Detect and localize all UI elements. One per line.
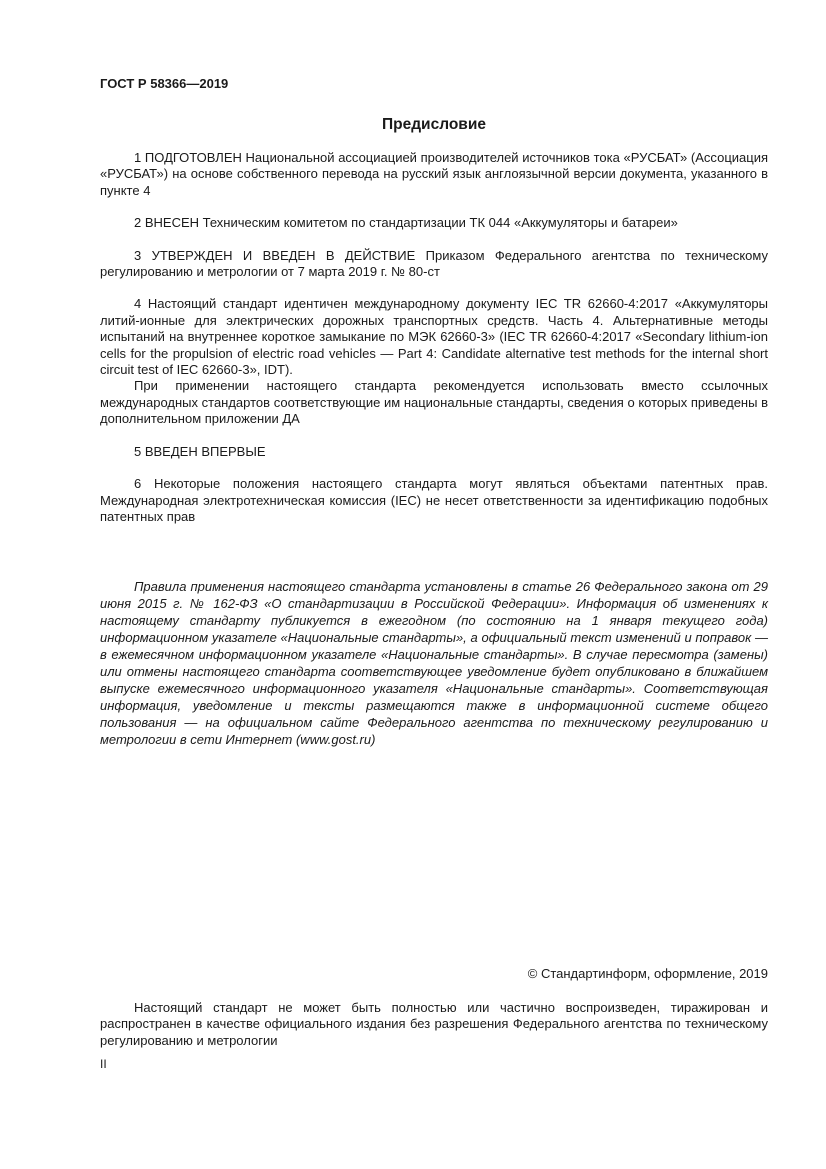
paragraph-approved: 3 УТВЕРЖДЕН И ВВЕДЕН В ДЕЙСТВИЕ Приказом Федерального агентства по техническому регулированию и метрологии от 7 марта 2019 г. № 80-ст [100, 247, 768, 280]
reproduction-notice-text: Настоящий стандарт не может быть полностью или частично воспроизведен, тиражирован и распространен в качестве официального издания без разрешения Федерального агентства по техническому регулированию и метрологии [100, 1000, 768, 1048]
foreword-body [100, 150, 768, 525]
paragraph-prepared-by: 1 ПОДГОТОВЛЕН Национальной ассоциацией производителей источников тока «РУСБАТ» (Ассоциация «РУСБАТ») на основе собственного перевода на русский язык англоязычной версии документа, указанного в пункте 4 [100, 150, 768, 198]
rules-note-text: Правила применения настоящего стандарта установлены в статье 26 Федерального закона от 29 июня 2015 г. № 162-ФЗ «О стандартизации в Российской Федерации». Информация об изменениях к настоящему стандарту публикуется в ежегодном (по состоянию на 1 января текущего года) информационном указателе «Национальные стандарты», а официальный текст изменений и поправок — в ежемесячном информационном указателе «Национальные стандарты». В случае пересмотра (замены) или отмены настоящего стандарта соответствующее уведомление будет опубликовано в ближайшем выпуске ежемесячного информационного указателя «Национальные стандарты». Соответствующая информация, уведомление и тексты размещаются также в информационной системе общего пользования — на официальном сайте Федерального агентства по техническому регулированию и метрологии в сети Интернет (www.gost.ru) [100, 579, 768, 747]
copyright-line: © Стандартинформ, оформление, 2019 [527, 966, 768, 981]
paragraph-national-standards-recommendation: При применении настоящего стандарта рекомендуется использовать вместо ссылочных международных стандартов соответствующие им национальные стандарты, сведения о которых приведены в дополнительном приложении ДА [100, 378, 768, 427]
paragraph-identical-standard: 4 Настоящий стандарт идентичен международному документу IEC TR 62660-4:2017 «Аккумуляторы литий-ионные для электрических дорожных транспортных средств. Часть 4. Альтернативные методы испытаний на внутреннее короткое замыкание по МЭК 62660-3» (IEC TR 62660-4:2017 «Secondary lithium-ion cells for the propulsion of electric road vehicles — Part 4: Candidate alternative test methods for the internal short circuit test of IEC 62660-3», IDT). [100, 296, 768, 378]
page-number: II [100, 1057, 107, 1071]
application-rules-note [100, 578, 768, 748]
paragraph-introduced-first-time: 5 ВВЕДЕН ВПЕРВЫЕ [134, 443, 266, 459]
standard-code-header: ГОСТ Р 58366—2019 [100, 76, 229, 91]
paragraph-patent-rights: 6 Некоторые положения настоящего стандарта могут являться объектами патентных прав. Международная электротехническая комиссия (IEC) не несет ответственности за идентификацию подобных патентных прав [100, 476, 768, 524]
page-title: Предисловие [381, 116, 486, 133]
paragraph-introduced-by: 2 ВНЕСЕН Техническим комитетом по стандартизации ТК 044 «Аккумуляторы и батареи» [134, 215, 678, 231]
reproduction-notice [100, 1000, 768, 1049]
